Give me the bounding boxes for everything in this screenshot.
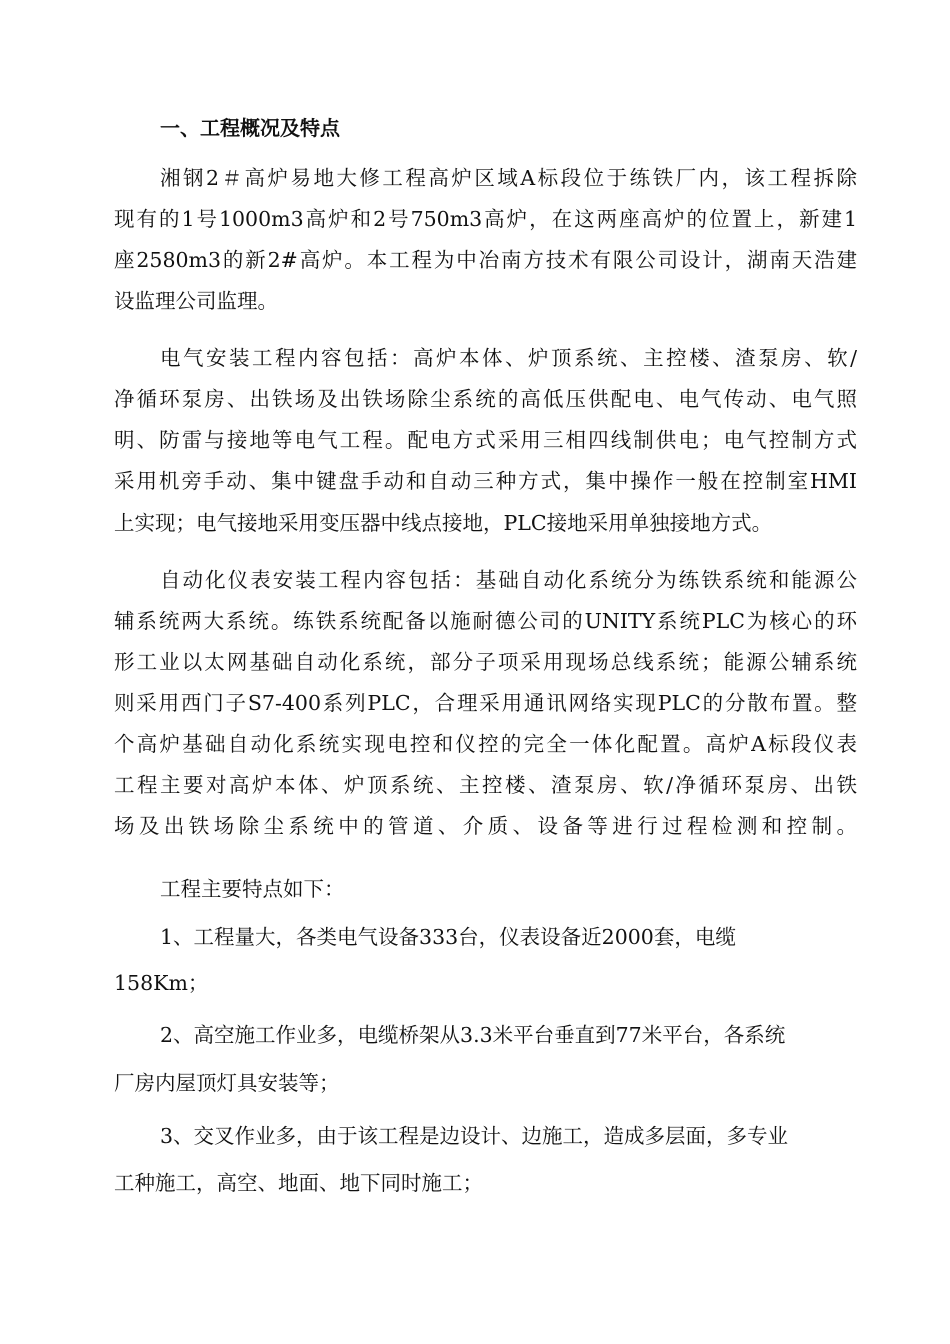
list-item-line: 1、工程量大，各类电气设备333台，仪表设备近2000套，电缆 bbox=[160, 925, 736, 949]
paragraph-line: 电气安装工程内容包括：高炉本体、炉顶系统、主控楼、渣泵房、软/ bbox=[160, 346, 857, 370]
section-heading: 一、工程概况及特点 bbox=[160, 116, 340, 140]
paragraph-line: 上实现；电气接地采用变压器中线点接地，PLC接地采用单独接地方式。 bbox=[114, 511, 773, 535]
paragraph-line: 形工业以太网基础自动化系统，部分子项采用现场总线系统；能源公辅系统 bbox=[114, 650, 857, 674]
paragraph-line: 则采用西门子S7-400系列PLC，合理采用通讯网络实现PLC的分散布置。整 bbox=[114, 691, 857, 715]
paragraph-line: 湘钢2＃高炉易地大修工程高炉区域A标段位于练铁厂内，该工程拆除 bbox=[160, 166, 857, 190]
paragraph-line: 工程主要对高炉本体、炉顶系统、主控楼、渣泵房、软/净循环泵房、出铁 bbox=[114, 773, 857, 797]
paragraph-line: 座2580m3的新2#高炉。本工程为中冶南方技术有限公司设计，湖南天浩建 bbox=[114, 248, 857, 272]
list-item-line: 158Km； bbox=[114, 971, 209, 995]
paragraph-line: 明、防雷与接地等电气工程。配电方式采用三相四线制供电；电气控制方式 bbox=[114, 428, 857, 452]
paragraph-line: 净循环泵房、出铁场及出铁场除尘系统的高低压供配电、电气传动、电气照 bbox=[114, 387, 857, 411]
paragraph-line: 自动化仪表安装工程内容包括：基础自动化系统分为练铁系统和能源公 bbox=[160, 568, 857, 592]
list-item-line: 3、交叉作业多，由于该工程是边设计、边施工，造成多层面，多专业 bbox=[160, 1124, 789, 1148]
paragraph-line: 场及出铁场除尘系统中的管道、介质、设备等进行过程检测和控制。 bbox=[114, 814, 857, 838]
paragraph-line: 采用机旁手动、集中键盘手动和自动三种方式，集中操作一般在控制室HMI bbox=[114, 469, 857, 493]
list-item-line: 厂房内屋顶灯具安装等； bbox=[114, 1071, 340, 1095]
paragraph-line: 辅系统两大系统。练铁系统配备以施耐德公司的UNITY系统PLC为核心的环 bbox=[114, 609, 857, 633]
paragraph-line: 现有的1号1000m3高炉和2号750m3高炉，在这两座高炉的位置上，新建1 bbox=[114, 207, 857, 231]
paragraph-line: 设监理公司监理。 bbox=[114, 289, 278, 313]
list-item-line: 工种施工，高空、地面、地下同时施工； bbox=[114, 1171, 483, 1195]
list-item-line: 2、高空施工作业多，电缆桥架从3.3米平台垂直到77米平台，各系统 bbox=[160, 1023, 786, 1047]
paragraph-line: 个高炉基础自动化系统实现电控和仪控的完全一体化配置。高炉A标段仪表 bbox=[114, 732, 857, 756]
paragraph-line: 工程主要特点如下： bbox=[160, 877, 345, 901]
